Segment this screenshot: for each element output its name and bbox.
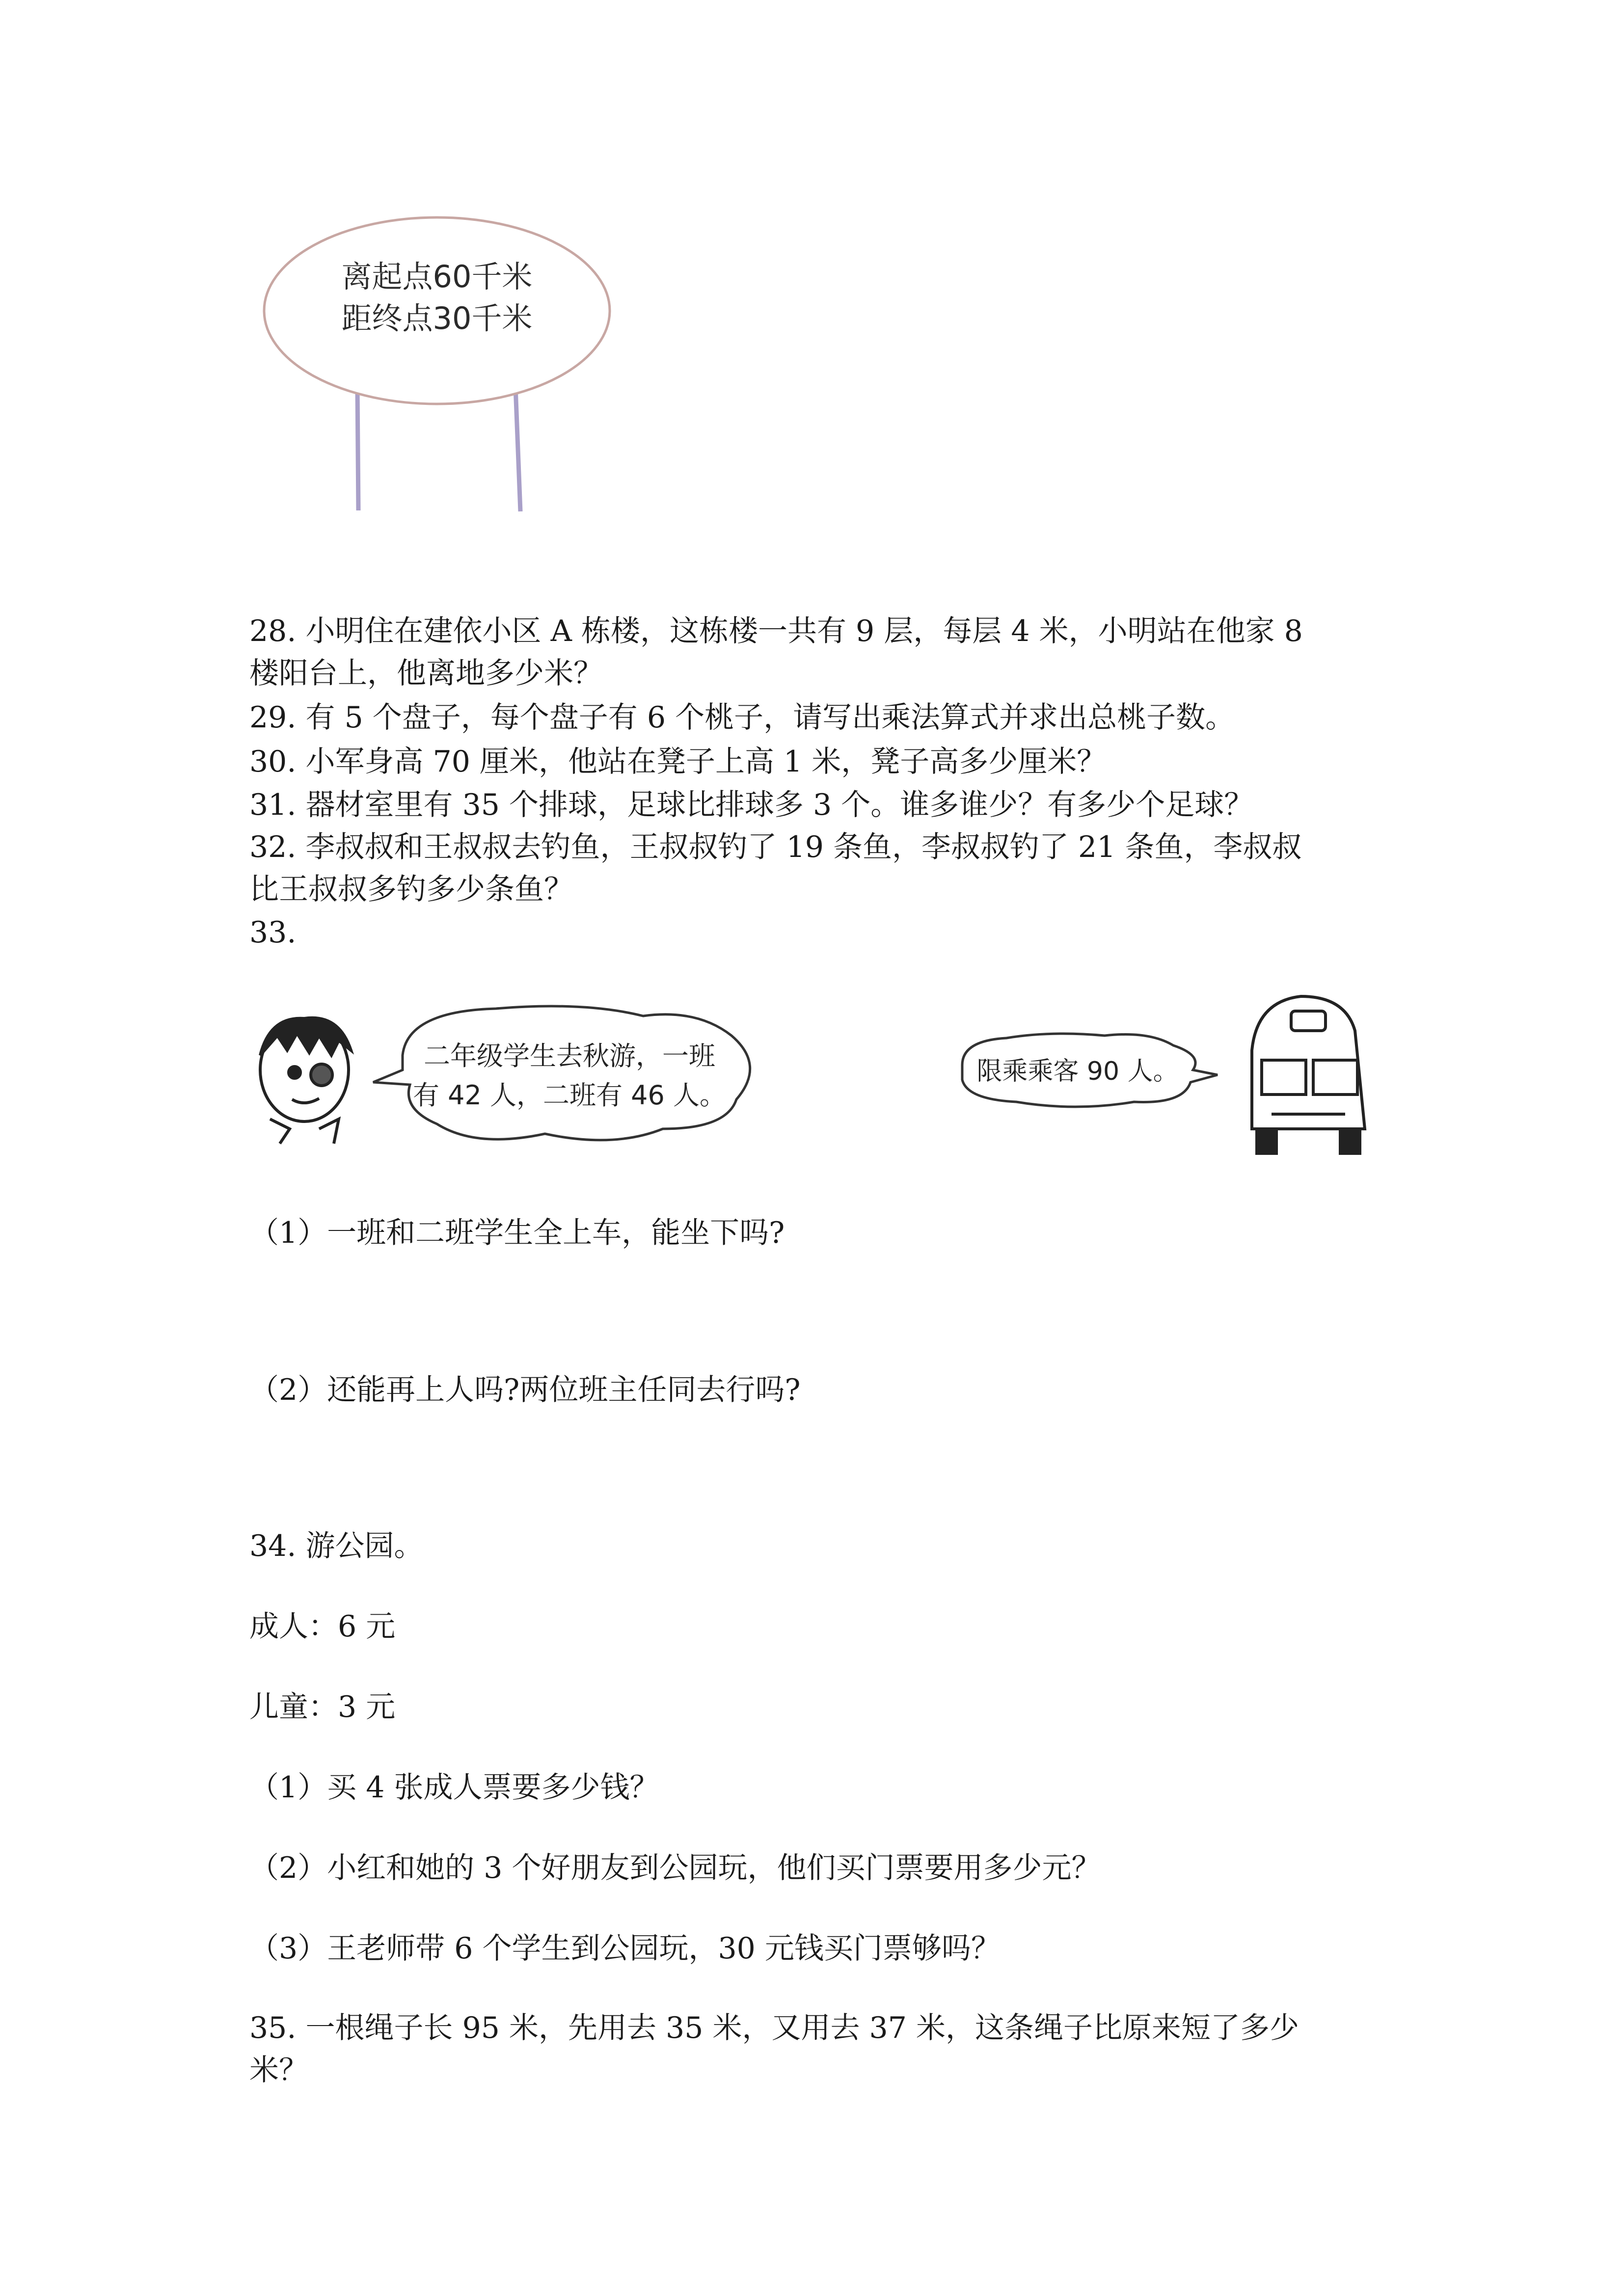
- adult-price: 成人：6 元: [249, 1609, 396, 1644]
- question-29: 29. 有 5 个盘子，每个盘子有 6 个桃子，请写出乘法算式并求出总桃子数。: [249, 700, 1235, 735]
- sign-text-end: 距终点30千米: [341, 300, 533, 336]
- boy-figure: [260, 1018, 351, 1144]
- boy-speech-bubble: [373, 1006, 750, 1140]
- child-price: 儿童：3 元: [249, 1690, 396, 1724]
- question-34-sub-1: （1）买 4 张成人票要多少钱？: [249, 1770, 659, 1805]
- question-35-line-1: 35. 一根绳子长 95 米，先用去 35 米，又用去 37 米，这条绳子比原来短了多少: [249, 2011, 1299, 2045]
- sign-text-start: 离起点60千米: [341, 259, 533, 294]
- question-33-illustration: [241, 982, 1389, 1168]
- bus-figure: [1252, 996, 1365, 1153]
- boy-bubble-text-1: 二年级学生去秋游，一班: [424, 1041, 715, 1071]
- question-31: 31. 器材室里有 35 个排球，足球比排球多 3 个。谁多谁少？有多少个足球？: [249, 788, 1254, 822]
- question-35-line-2: 米？: [249, 2053, 308, 2087]
- signpost-left-pole: [357, 388, 358, 510]
- signpost-illustration: [255, 206, 619, 520]
- question-30: 30. 小军身高 70 厘米，他站在凳子上高 1 米，凳子高多少厘米？: [249, 745, 1107, 779]
- boy-bubble-text-2: 有 42 人，二班有 46 人。: [412, 1080, 727, 1111]
- question-32-line-1: 32. 李叔叔和王叔叔去钓鱼，王叔叔钓了 19 条鱼，李叔叔钓了 21 条鱼，李叔叔: [249, 830, 1302, 864]
- question-34-title: 34. 游公园。: [249, 1529, 424, 1563]
- question-32-line-2: 比王叔叔多钓多少条鱼？: [249, 872, 573, 907]
- question-33-sub-2: （2）还能再上人吗?两位班主任同去行吗?: [249, 1373, 801, 1407]
- question-28-line-1: 28. 小明住在建依小区 A 栋楼，这栋楼一共有 9 层，每层 4 米，小明站在他家 8: [249, 614, 1303, 648]
- question-34-sub-3: （3）王老师带 6 个学生到公园玩，30 元钱买门票够吗？: [249, 1931, 1001, 1966]
- signpost-right-pole: [515, 387, 520, 511]
- question-28-line-2: 楼阳台上，他离地多少米？: [249, 656, 603, 691]
- question-33-sub-1: （1）一班和二班学生全上车，能坐下吗?: [249, 1216, 785, 1250]
- question-33-number: 33.: [249, 915, 297, 950]
- question-34-sub-2: （2）小红和她的 3 个好朋友到公园玩，他们买门票要用多少元？: [249, 1851, 1101, 1885]
- bus-bubble-text: 限乘乘客 90 人。: [976, 1057, 1179, 1086]
